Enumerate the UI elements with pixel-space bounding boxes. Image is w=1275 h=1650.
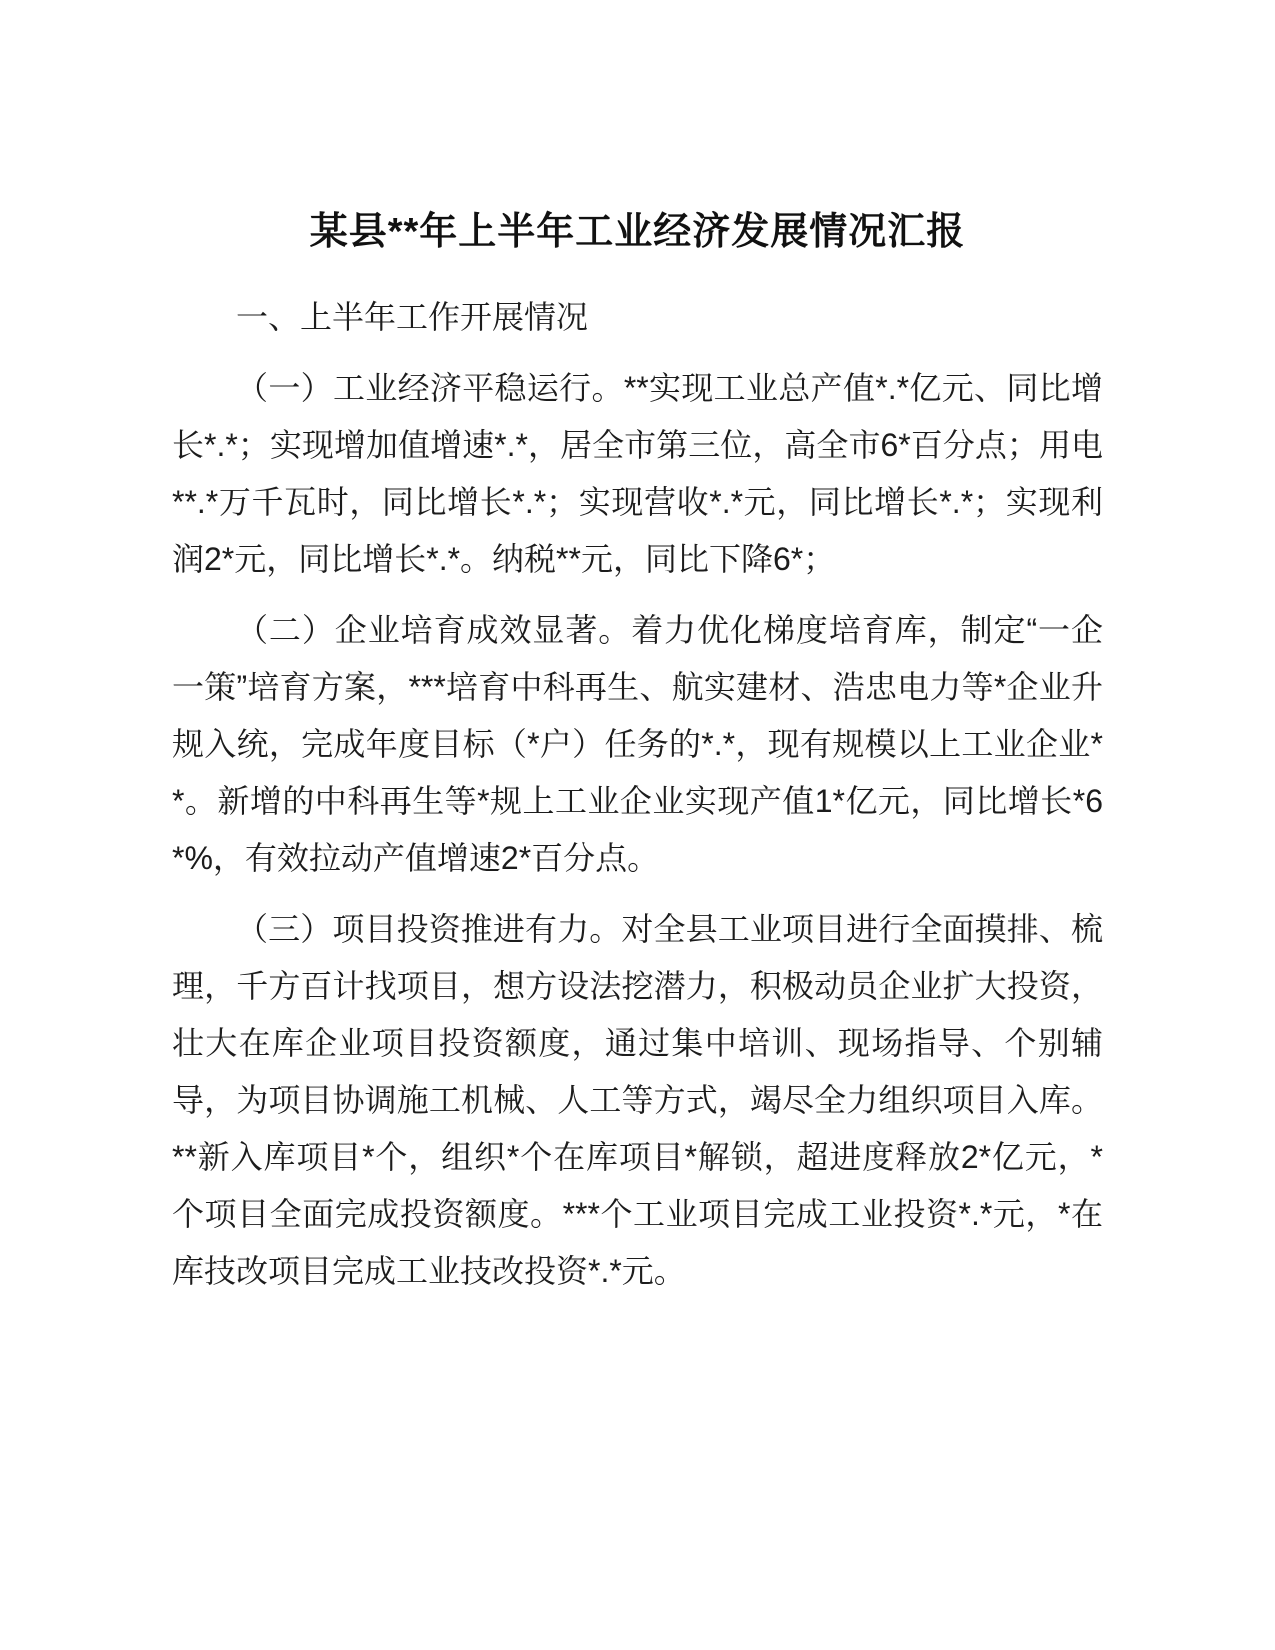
paragraph-enterprise-cultivation: （二）企业培育成效显著。着力优化梯度培育库，制定“一企一策”培育方案，***培育中科再生、航实建材、浩忠电力等*企业升规入统，完成年度目标（*户）任务的*.*，现有规模以上工业企业**。新增的中科再生等*规上工业企业实现产值1*亿元，同比增长*6*%，有效拉动产值增速2*百分点。 — [172, 612, 1103, 876]
paragraph-industrial-economy: （一）工业经济平稳运行。**实现工业总产值*.*亿元、同比增长*.*；实现增加值增速*.*，居全市第三位，高全市6*百分点；用电**.*万千瓦时，同比增长*.*；实现营收*.*元，同比增长*.*；实现利润2*元，同比增长*.*。纳税**元，同比下降6*； — [172, 370, 1103, 577]
paragraph-project-investment: （三）项目投资推进有力。对全县工业项目进行全面摸排、梳理，千方百计找项目，想方设法挖潜力，积极动员企业扩大投资，壮大在库企业项目投资额度，通过集中培训、现场指导、个别辅导，为项目协调施工机械、人工等方式，竭尽全力组织项目入库。**新入库项目*个，组织*个在库项目*解锁，超进度释放2*亿元，*个项目全面完成投资额度。***个工业项目完成工业投资*.*元，*在库技改项目完成工业技改投资*.*元。 — [172, 911, 1103, 1289]
document-title: 某县**年上半年工业经济发展情况汇报 — [309, 211, 966, 253]
section-heading: 一、上半年工作开展情况 — [236, 299, 589, 335]
